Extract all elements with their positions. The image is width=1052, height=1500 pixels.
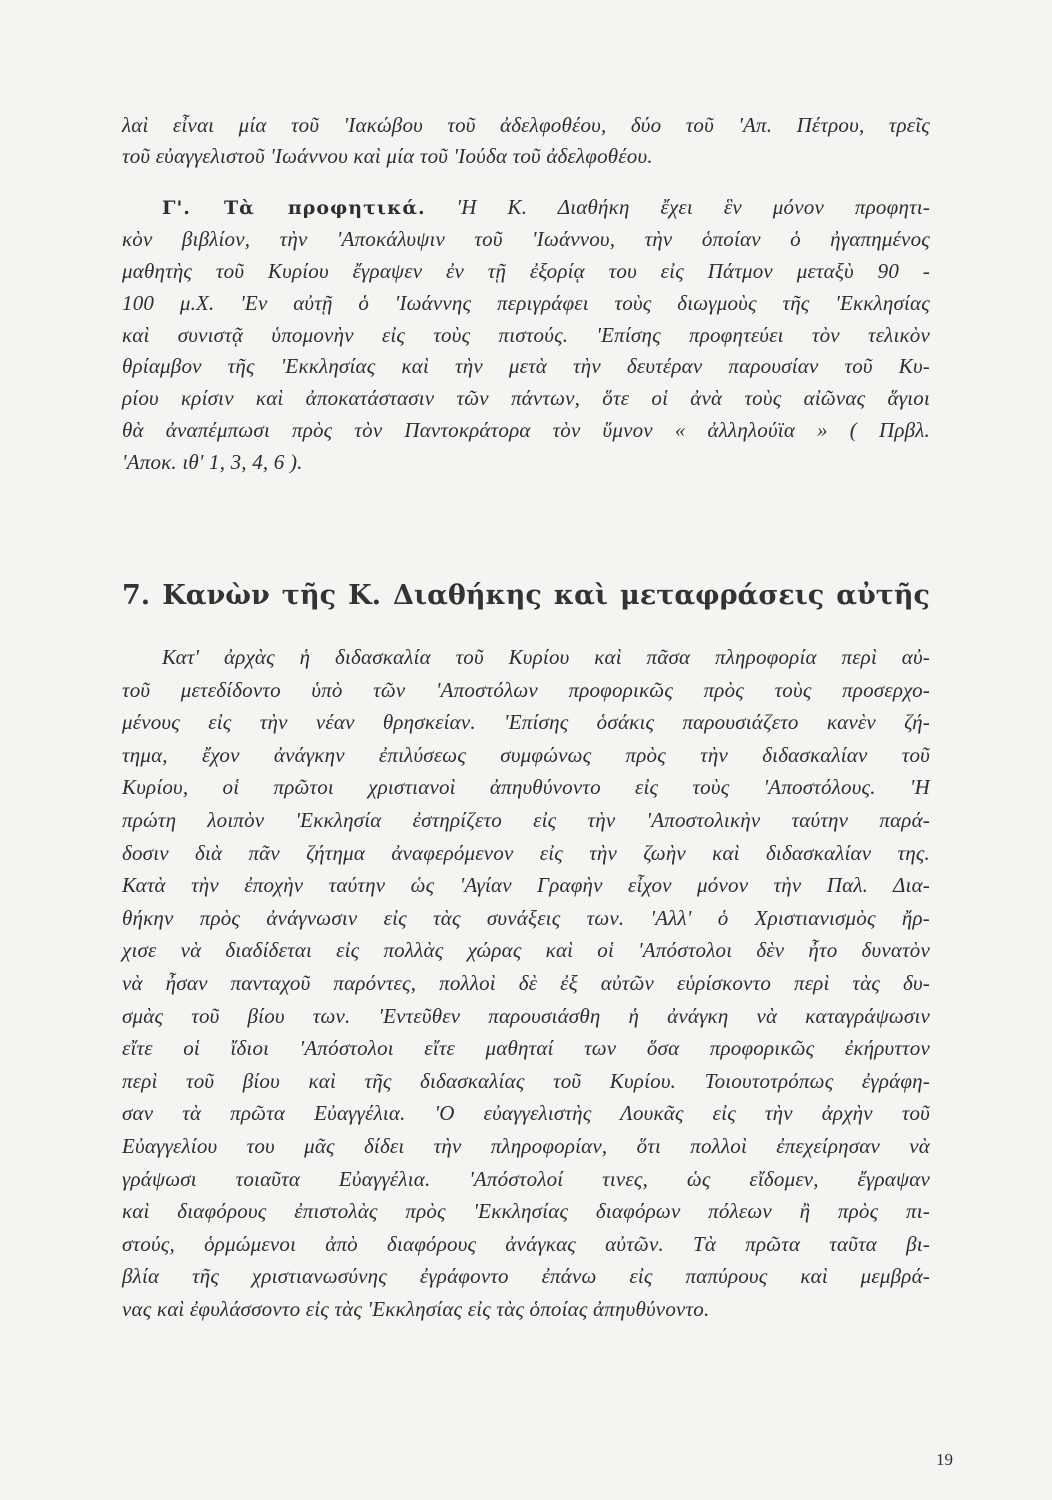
text-line: εἴτε οἱ ἴδιοι 'Απόστολοι εἴτε μαθηταί των ὅσα προφορικῶς ἐκήρυττον [122, 1036, 930, 1061]
text-line: γράψωσι τοιαῦτα Εὐαγγέλια. 'Απόστολοί τινες, ὡς εἴδομεν, ἔγραψαν [122, 1166, 930, 1191]
text-line: νας καὶ ἐφυλάσσοντο εἰς τὰς 'Εκκλησίας εἰς τὰς ὁποίας ἀπηυθύνοντο. [122, 1297, 710, 1321]
text-line: τοῦ εὐαγγελιστοῦ 'Ιωάννου καὶ μία τοῦ 'Ιούδα τοῦ ἀδελφοθέου. [122, 144, 653, 168]
text-line: θρίαμβον τῆς 'Εκκλησίας καὶ τὴν μετὰ τὴν δευτέραν παρουσίαν τοῦ Κυ- [122, 354, 930, 378]
text-line: βλία τῆς χριστιανωσύνης ἐγράφοντο ἐπάνω εἰς παπύρους καὶ μεμβρά- [122, 1264, 930, 1289]
text-span: 'Η Κ. Διαθήκη ἔχει ἓν μόνον προφητι- [456, 195, 931, 219]
text-line: κὸν βιβλίον, τὴν 'Αποκάλυψιν τοῦ 'Ιωάννου, τὴν ὁποίαν ὁ ἠγαπημένος [122, 227, 930, 251]
subsection-title: Γ'. Τὰ προφητικά. [162, 197, 426, 219]
text-line: πρώτη λοιπὸν 'Εκκλησία ἐστηρίζετο εἰς τὴν 'Αποστολικὴν ταύτην παρά- [122, 808, 930, 832]
page-number: 19 [936, 1450, 953, 1469]
text-line: ρίου κρίσιν καὶ ἀποκατάστασιν τῶν πάντων, ὅτε οἱ ἀνὰ τοὺς αἰῶνας ἅγιοι [122, 386, 930, 410]
text-line [162, 192, 930, 222]
text-line: μένους εἰς τὴν νέαν θρησκείαν. 'Επίσης ὁσάκις παρουσιάζετο κανὲν ζή- [122, 710, 930, 735]
text-line: καὶ συνιστᾷ ὑπομονὴν εἰς τοὺς πιστούς. 'Επίσης προφητεύει τὸν τελικὸν [122, 323, 930, 347]
text-line: Κατ' ἀρχὰς ἡ διδασκαλία τοῦ Κυρίου καὶ πᾶσα πληροφορία περὶ αὐ- [162, 645, 930, 669]
text-line: δοσιν διὰ πᾶν ζήτημα ἀναφερόμενον εἰς τὴν ζωὴν καὶ διδασκαλίαν της. [122, 840, 930, 865]
text-line: σαν τὰ πρῶτα Εὐαγγέλια. 'Ο εὐαγγελιστὴς Λουκᾶς εἰς τὴν ἀρχὴν τοῦ [122, 1101, 930, 1126]
text-line: λαὶ εἶναι μία τοῦ 'Ιακώβου τοῦ ἀδελφοθέου, δύο τοῦ 'Απ. Πέτρου, τρεῖς [122, 113, 930, 137]
text-line: καὶ διαφόρους ἐπιστολὰς πρὸς 'Εκκλησίας διαφόρων πόλεων ἢ πρὸς πι- [122, 1199, 930, 1224]
text-line: χισε νὰ διαδίδεται εἰς πολλὰς χώρας καὶ οἱ 'Απόστολοι δὲν ἦτο δυνατὸν [122, 938, 930, 963]
text-line: τημα, ἔχον ἀνάγκην ἐπιλύσεως συμφώνως πρὸς τὴν διδασκαλίαν τοῦ [122, 742, 930, 767]
text-line: Κυρίου, οἱ πρῶτοι χριστιανοὶ ἀπηυθύνοντο εἰς τοὺς 'Αποστόλους. 'Η [122, 775, 930, 800]
text-line: νὰ ἦσαν πανταχοῦ παρόντες, πολλοὶ δὲ ἐξ αὐτῶν εὑρίσκοντο περὶ τὰς δυ- [122, 971, 930, 995]
text-line: θὰ ἀναπέμπωσι πρὸς τὸν Παντοκράτορα τὸν ὕμνον « ἀλληλούϊα » ( Πρβλ. [122, 418, 930, 442]
text-line: 100 μ.Χ. 'Εν αὐτῇ ὁ 'Ιωάννης περιγράφει τοὺς διωγμοὺς τῆς 'Εκκλησίας [122, 291, 930, 315]
text-line: στούς, ὁρμώμενοι ἀπὸ διαφόρους ἀνάγκας αὐτῶν. Τὰ πρῶτα ταῦτα βι- [122, 1231, 930, 1256]
text-line: μαθητὴς τοῦ Κυρίου ἔγραψεν ἐν τῇ ἐξορίᾳ του εἰς Πάτμον μεταξὺ 90 - [122, 259, 930, 283]
text-line: σμὰς τοῦ βίου των. 'Εντεῦθεν παρουσιάσθη ἡ ἀνάγκη νὰ καταγράψωσιν [122, 1003, 930, 1028]
text-line: 'Αποκ. ιθ' 1, 3, 4, 6 ). [122, 450, 303, 474]
text-line: θήκην πρὸς ἀνάγνωσιν εἰς τὰς συνάξεις των. 'Αλλ' ὁ Χριστιανισμὸς ἤρ- [122, 905, 930, 930]
text-line: Εὐαγγελίου του μᾶς δίδει τὴν πληροφορίαν, ὅτι πολλοὶ ἐπεχείρησαν νὰ [122, 1134, 930, 1158]
text-line: περὶ τοῦ βίου καὶ τῆς διδασκαλίας τοῦ Κυρίου. Τοιουτοτρόπως ἐγράφη- [122, 1068, 930, 1093]
section-heading: 7. Κανὼν τῆς Κ. Διαθήκης καὶ μεταφράσεις αὐτῆς [122, 580, 930, 611]
text-line: Κατὰ τὴν ἐποχὴν ταύτην ὡς 'Αγίαν Γραφὴν εἶχον μόνον τὴν Παλ. Δια- [122, 873, 930, 898]
text-line: τοῦ μετεδίδοντο ὑπὸ τῶν 'Αποστόλων προφορικῶς πρὸς τοὺς προσερχο- [122, 677, 930, 702]
